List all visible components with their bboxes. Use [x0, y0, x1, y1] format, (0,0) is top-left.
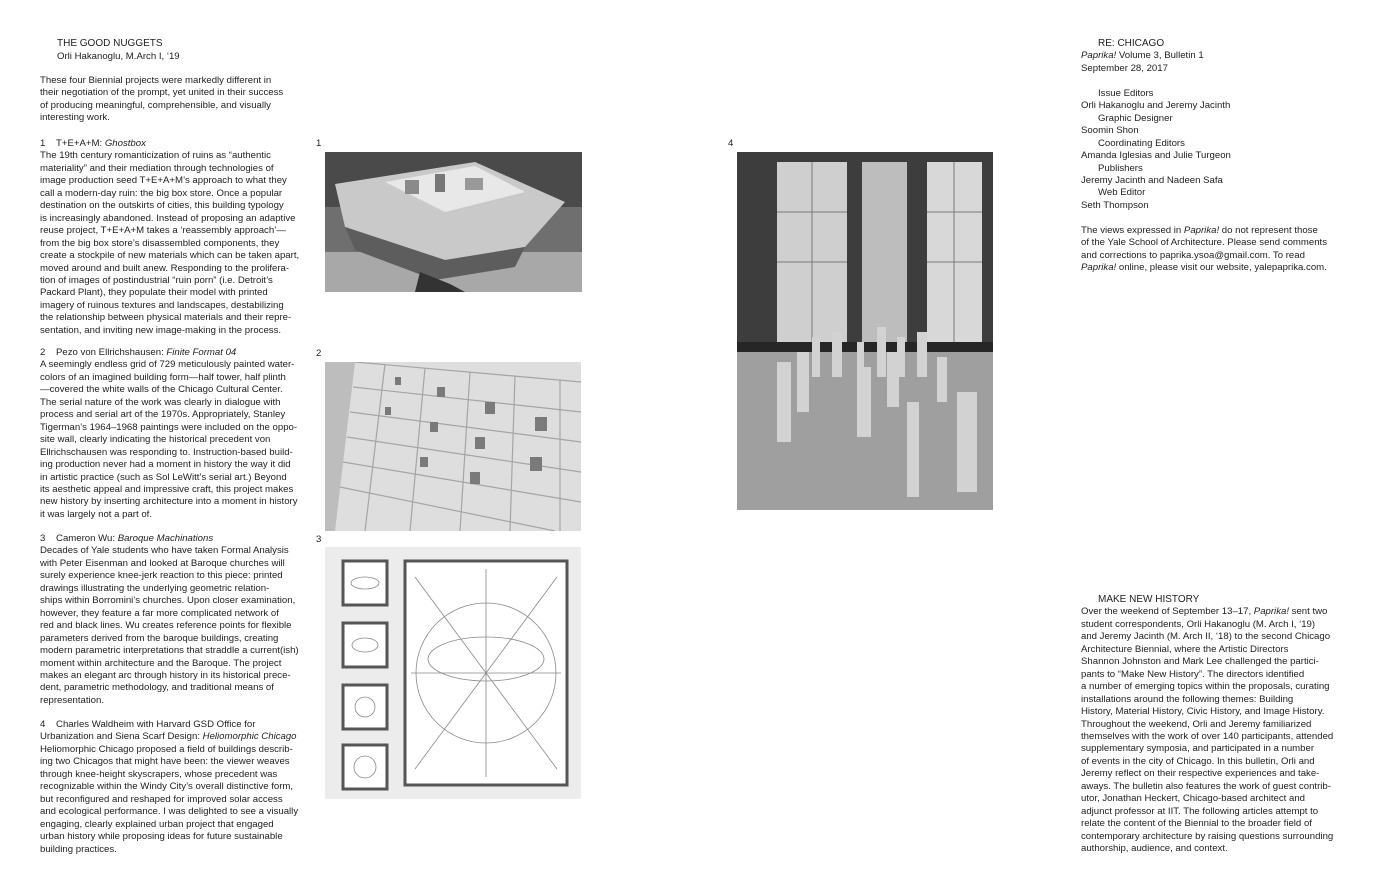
body-line: aways. The bulletin also features the work of guest contrib- — [1081, 780, 1331, 792]
project-work: Heliomorphic Chicago — [202, 731, 297, 743]
body-line: utor, Jonathan Heckert, Chicago-based architect and — [1081, 793, 1305, 805]
role-label: Graphic Designer — [1098, 112, 1173, 124]
notice-line: of the Yale School of Architecture. Please send comments — [1081, 237, 1328, 249]
body-line: Heliomorphic Chicago proposed a field of buildings describ- — [40, 743, 293, 755]
body-line: reuse project, T+E+A+M takes a ‘reassembly approach’— — [40, 225, 286, 237]
body-line: ing production never had a moment in history the way it did — [40, 459, 291, 471]
body-line: it was largely not a part of. — [40, 508, 152, 520]
article-intro — [40, 75, 305, 125]
project-3-section — [40, 533, 310, 707]
figure-2-number: 2 — [316, 348, 322, 359]
role-label: Web Editor — [1098, 187, 1146, 199]
masthead-issue — [1081, 50, 1351, 62]
body-line: and ecological performance. I was delighted to see a visually — [40, 806, 299, 818]
body-line: red and black lines. Wu creates reference points for flexible — [40, 620, 292, 632]
body-line: create a stockpile of new materials which can be taken apart, — [40, 250, 300, 262]
figure-1-ghostbox-photo — [325, 152, 582, 292]
body-line: Packard Plant), they populate their model with printed — [40, 287, 268, 299]
project-number: 3 — [40, 533, 46, 544]
body-line: parameters derived from the baroque buildings, creating — [40, 632, 279, 644]
body-line: Tigerman’s 1964–1968 paintings were included on the oppo- — [40, 421, 298, 433]
body-line: call a modern-day ruin: the big box store. Once a popular — [40, 187, 283, 199]
body-line: pants to “Make New History”. The directors identified — [1081, 668, 1305, 680]
notice-line: and corrections to paprika.ysoa@gmail.com. To read — [1081, 249, 1305, 261]
body-line: from the big box store’s disassembled components, they — [40, 237, 280, 249]
project-work: Baroque Machinations — [117, 533, 214, 544]
project-1-section — [40, 138, 310, 337]
body-line: materiality” and their mediation through technologies of — [40, 162, 274, 174]
body-line: installations around the following themes: Building — [1081, 693, 1294, 705]
body-line: sentation, and inviting new image-making in the process. — [40, 324, 282, 336]
article-byline: Orli Hakanoglu, M.Arch I, ‘19 — [57, 51, 180, 62]
body-line: supplementary symposia, and participated in a number — [1081, 743, 1315, 755]
project-author: Pezo von Ellrichshausen: — [56, 347, 167, 358]
project-work: Ghostbox — [104, 138, 146, 149]
body-line: Shannon Johnston and Mark Lee challenged the partici- — [1081, 656, 1319, 668]
project-author: Cameron Wu: — [56, 533, 118, 544]
body-line: —covered the white walls of the Chicago Cultural Center. — [40, 384, 283, 396]
body-line: recognizable within the Windy City’s overall distinctive form, — [40, 781, 294, 793]
body-line: process and serial art of the 1970s. Appropriately, Stanley — [40, 409, 286, 421]
body-line: authorship, audience, and context. — [1081, 843, 1228, 855]
masthead-title: RE: CHICAGO — [1098, 38, 1165, 49]
section-title: MAKE NEW HISTORY — [1098, 594, 1200, 605]
role-names: Seth Thompson — [1081, 199, 1149, 211]
figure-4-heliomorphic-chicago-photo — [737, 152, 993, 510]
body-line: colors of an imagined building form—half tower, half plinth — [40, 371, 286, 383]
body-line: dent, parametric methodology, and traditional means of — [40, 682, 274, 694]
body-line: engaging, clearly explained urban project that engaged — [40, 818, 274, 830]
project-4-heading — [40, 719, 310, 731]
body-line: destination on the outskirts of cities, this building typology — [40, 200, 284, 212]
body-line: Decades of Yale students who have taken Formal Analysis — [40, 545, 289, 557]
body-line: drawings illustrating the underlying geometric relation- — [40, 582, 270, 594]
publication-name: Paprika! — [1081, 50, 1117, 62]
project-number: 1 — [40, 138, 46, 149]
make-new-history-section — [1081, 594, 1356, 856]
figure-2-finite-format-photo — [325, 362, 581, 531]
body-line: modern parametric interpretations that straddle a current(ish) — [40, 645, 299, 657]
role-label: Issue Editors — [1098, 87, 1154, 99]
body-line: imagery of ruinous textures and landscapes, destabilizing — [40, 299, 284, 311]
body-line: a number of emerging topics within the proposals, curating — [1081, 681, 1330, 693]
project-author: Charles Waldheim with Harvard GSD Office for — [56, 719, 256, 730]
project-author: T+E+A+M: — [56, 138, 105, 149]
project-work: Finite Format 04 — [166, 347, 237, 358]
body-line: The 19th century romanticization of ruins as “authentic — [40, 150, 271, 162]
body-line: student correspondents, Orli Hakanoglu (M. Arch I, ‘19) — [1081, 618, 1316, 630]
masthead-date: September 28, 2017 — [1081, 62, 1168, 74]
project-2-section — [40, 347, 310, 521]
intro-line: interesting work. — [40, 112, 110, 124]
body-line: representation. — [40, 694, 104, 706]
body-line: contemporary architecture by raising questions surrounding — [1081, 830, 1334, 842]
masthead — [1081, 38, 1351, 275]
body-line: makes an elegant arc through history in its historical prece- — [40, 669, 291, 681]
body-line: ships within Borromini’s churches. Upon closer examination, — [40, 595, 296, 607]
body-line: however, they feature a far more complicated network of — [40, 607, 279, 619]
role-names: Amanda Iglesias and Julie Turgeon — [1081, 150, 1231, 162]
body-line: ing two Chicagos that might have been: the viewer weaves — [40, 756, 290, 768]
role-names: Soomin Shon — [1081, 125, 1139, 137]
body-line: through knee-height skyscrapers, whose precedent was — [40, 768, 278, 780]
body-line: History, Material History, Civic History, and Image History. — [1081, 706, 1325, 718]
body-line: with Peter Eisenman and looked at Baroque churches will — [40, 557, 285, 569]
project-number: 2 — [40, 347, 46, 358]
body-line: in artistic practice (such as Sol LeWitt’s serial art.) Beyond — [40, 471, 287, 483]
intro-line: These four Biennial projects were markedly different in — [40, 75, 272, 86]
body-line: new history by inserting architecture into a moment in history — [40, 496, 298, 508]
project-2-heading — [40, 347, 310, 359]
body-line: image production seed T+E+A+M’s approach to what they — [40, 175, 287, 187]
body-line: its aesthetic appeal and impressive craft, this project makes — [40, 483, 294, 495]
body-line: moment within architecture and the Baroque. The project — [40, 657, 282, 669]
body-line: urban history while proposing ideas for future sustainable — [40, 831, 283, 843]
body-line: tion of images of postindustrial “ruin porn” (i.e. Detroit’s — [40, 274, 273, 286]
project-3-heading — [40, 533, 310, 545]
body-line: Throughout the weekend, Orli and Jeremy familiarized — [1081, 718, 1312, 730]
project-number: 4 — [40, 719, 46, 730]
role-names: Orli Hakanoglu and Jeremy Jacinth — [1081, 100, 1231, 112]
figure-4-number: 4 — [728, 138, 734, 149]
body-line: surely experience knee-jerk reaction to this piece: printed — [40, 570, 283, 582]
body-line: is increasingly abandoned. Instead of proposing an adaptive — [40, 212, 296, 224]
body-line: site wall, clearly indicating the historical precedent von — [40, 434, 271, 446]
body-line: relate the content of the Biennial to the broader field of — [1081, 818, 1312, 830]
body-line: of events in the city of Chicago. In this bulletin, Orli and — [1081, 755, 1315, 767]
body-line: themselves with the work of over 140 participants, attended — [1081, 730, 1334, 742]
role-names: Jeremy Jacinth and Nadeen Safa — [1081, 174, 1223, 186]
project-4-section — [40, 719, 310, 856]
article-title: THE GOOD NUGGETS — [57, 38, 163, 49]
intro-line: of producing meaningful, comprehensible, and visually — [40, 99, 271, 111]
body-line: Architecture Biennial, where the Artistic Directors — [1081, 643, 1289, 655]
body-line: but reconfigured and reshaped for improved solar access — [40, 793, 283, 805]
volume-info: Volume 3, Bulletin 1 — [1116, 50, 1204, 62]
body-line: the relationship between physical materials and their repre- — [40, 312, 292, 324]
role-label: Coordinating Editors — [1098, 137, 1185, 149]
body-line: Jeremy reflect on their respective experiences and take- — [1081, 768, 1320, 780]
body-line: Over the weekend of September 13–17, Paprika! sent two — [1081, 606, 1328, 618]
figure-3-baroque-machinations-photo — [325, 547, 581, 799]
body-line: A seemingly endless grid of 729 meticulously painted water- — [40, 359, 295, 371]
body-line: moved around and built anew. Responding to the prolifera- — [40, 262, 290, 274]
notice-line: Paprika! online, please visit our website, yalepaprika.com. — [1081, 262, 1327, 274]
intro-line: their negotiation of the prompt, yet united in their success — [40, 87, 284, 99]
project-4-heading-cont — [40, 731, 310, 743]
project-author: Urbanization and Siena Scarf Design: — [40, 731, 203, 743]
project-1-heading — [40, 138, 310, 150]
body-line: adjunct professor at IIT. The following articles attempt to — [1081, 805, 1319, 817]
body-line: Ellrichschausen was responding to. Instruction-based build- — [40, 446, 293, 458]
body-line: building practices. — [40, 843, 117, 855]
figure-3-number: 3 — [316, 534, 322, 545]
figure-1-number: 1 — [316, 138, 322, 149]
role-label: Publishers — [1098, 162, 1143, 174]
body-line: The serial nature of the work was clearly in dialogue with — [40, 396, 281, 408]
body-line: and Jeremy Jacinth (M. Arch II, ‘18) to the second Chicago — [1081, 631, 1331, 643]
notice-line: The views expressed in Paprika! do not represent those — [1081, 224, 1318, 236]
